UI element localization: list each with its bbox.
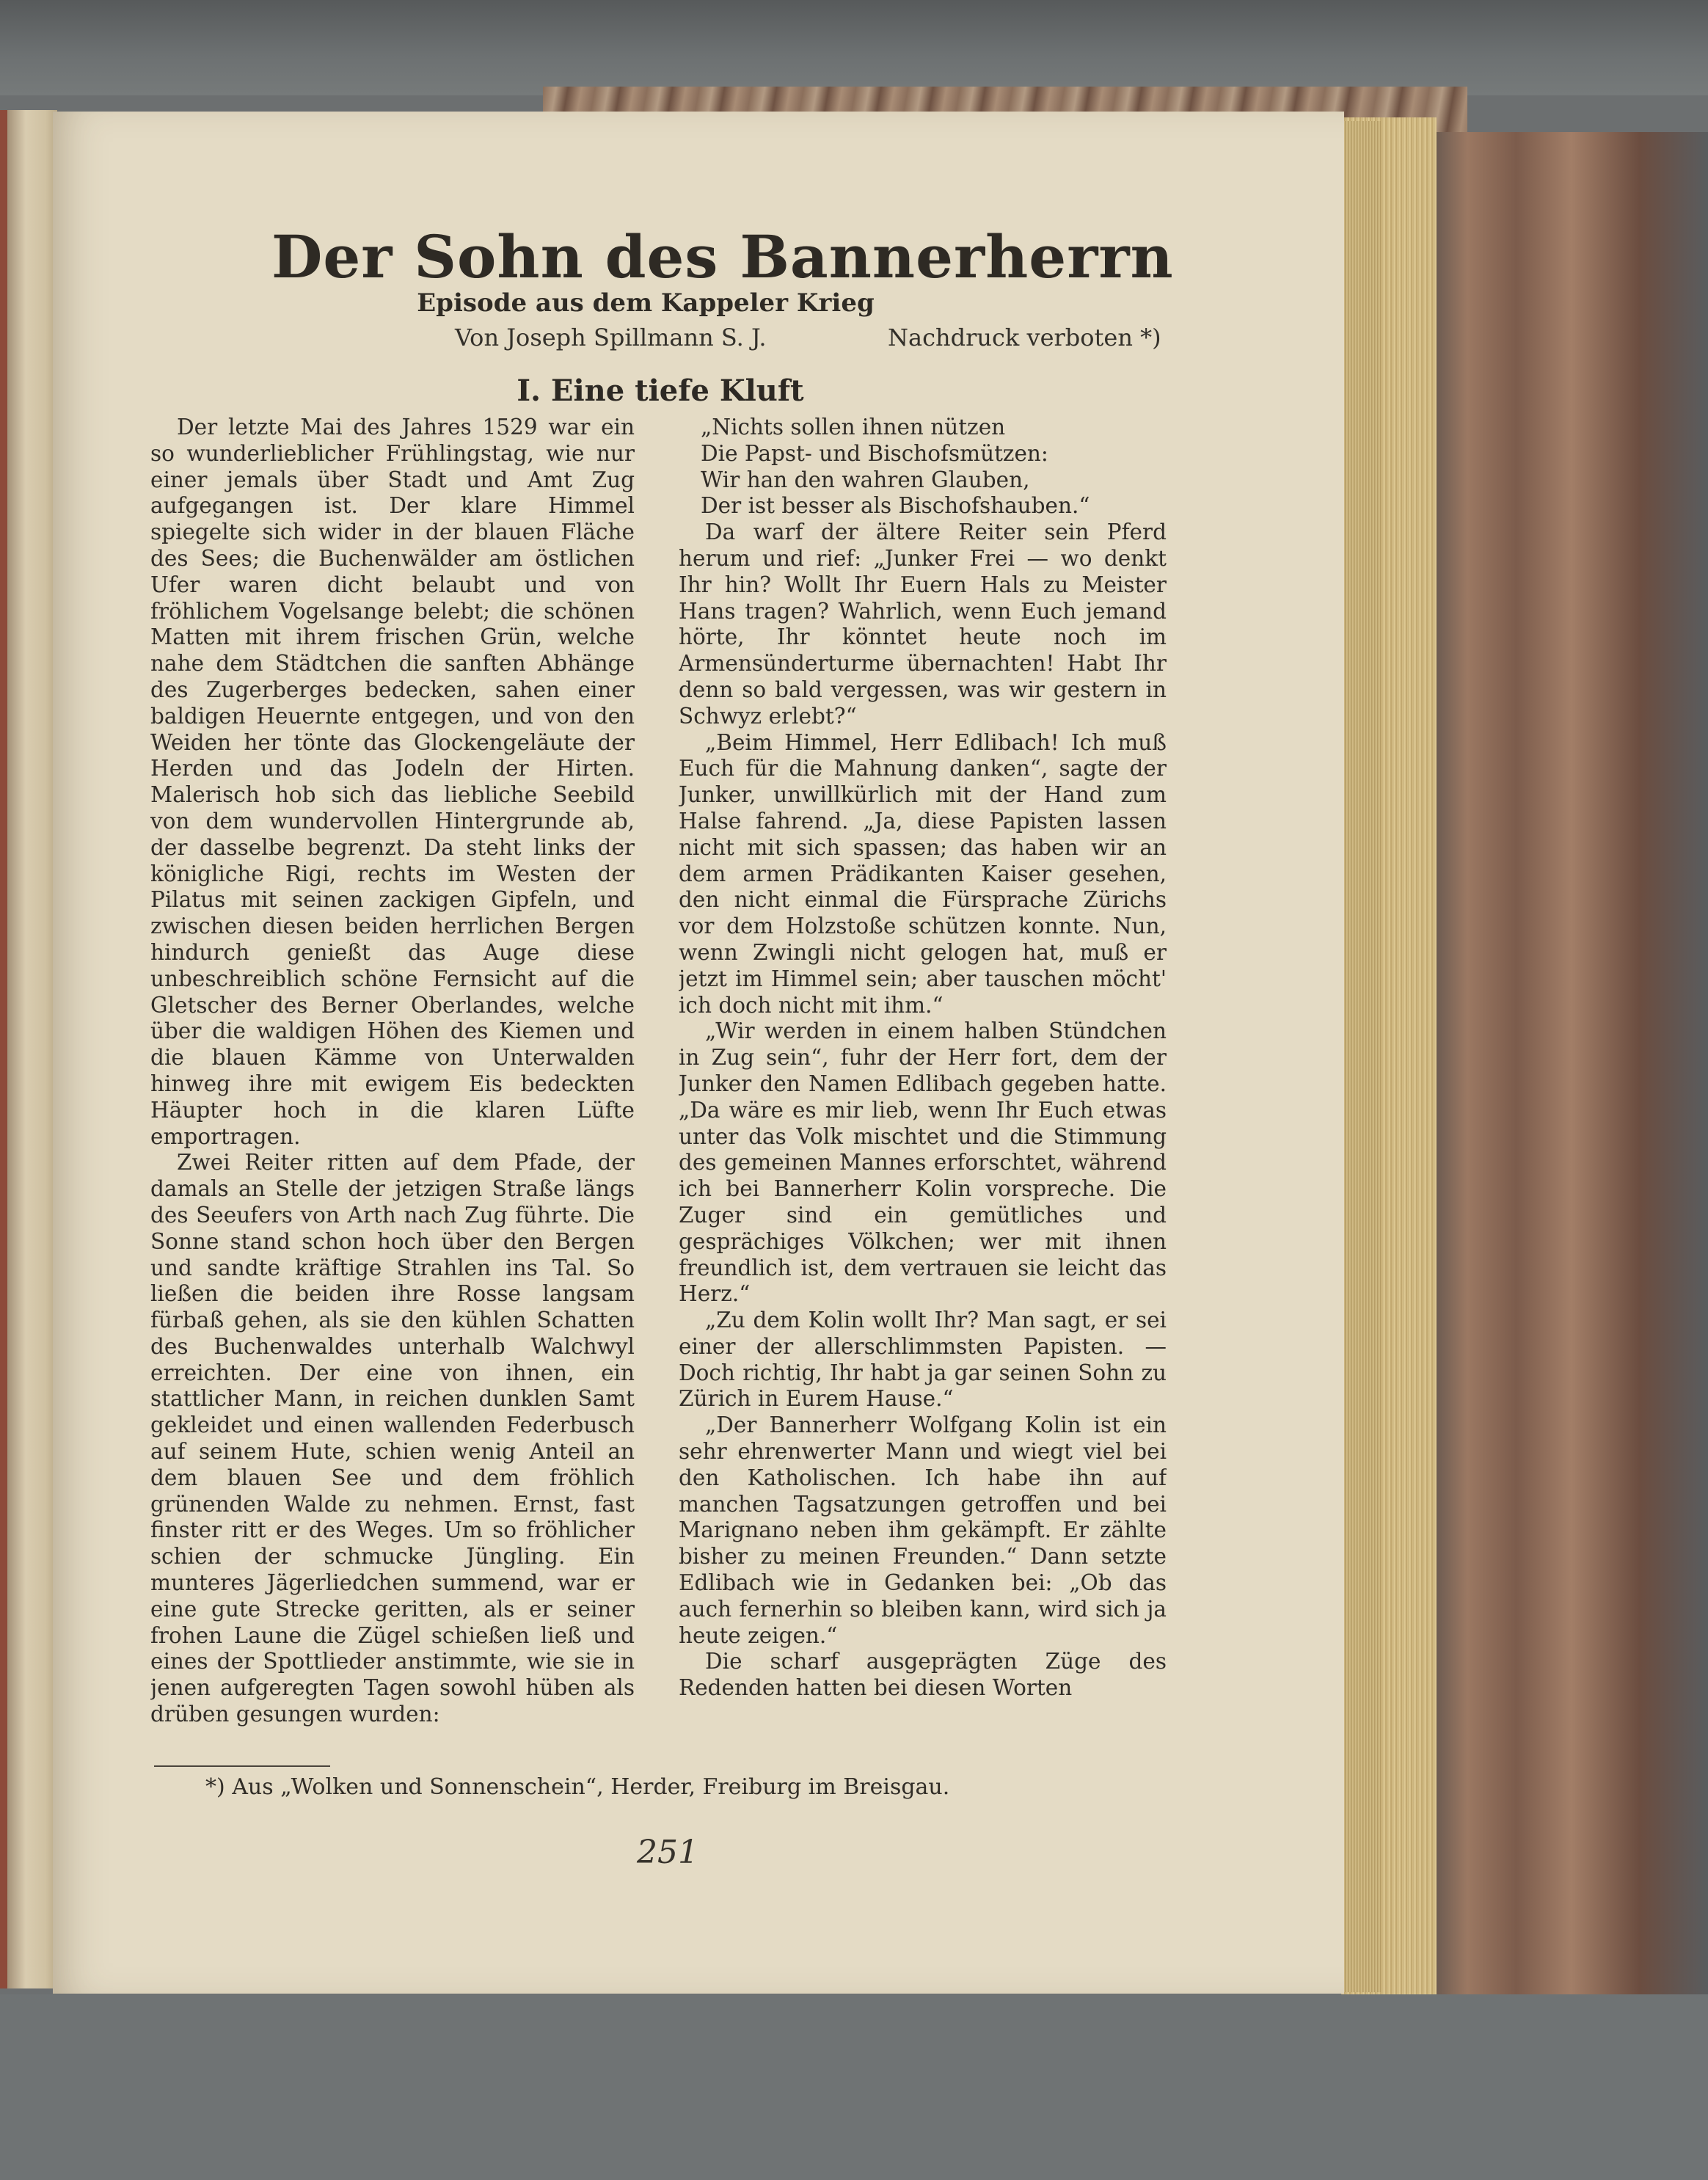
book-cover-top — [0, 0, 1708, 95]
footnote-rule — [154, 1765, 330, 1767]
paragraph: „Beim Himmel, Herr Edlibach! Ich muß Euch für die Mahnung danken“, sagte der Junker, unwillkürlich mit der Hand zum Halse fahrend. „Ja, diese Papisten lassen nicht mit sich spassen; das haben wir an dem armen Prädikanten Kaiser gesehen, den nicht einmal die Fürsprache Zürichs vor dem Holzstoße schützen konnte. Nun, wenn Zwingli nicht gelogen hat, muß er jetzt im Himmel sein; aber tauschen möcht' ich doch nicht mit ihm.“ — [679, 729, 1167, 1018]
paragraph: „Wir werden in einem halben Stündchen in Zug sein“, fuhr der Herr fort, dem der Junker den Namen Edlibach gegeben hatte. „Da wäre es mir lieb, wenn Ihr Euch etwas unter das Volk mischtet und die Stimmung des gemeinen Mannes erforschtet, während ich bei Bannerherr Kolin vorspreche. Die Zuger sind ein gemütliches und gesprächiges Völkchen; wer mit ihnen freundlich ist, dem vertrauen sie leicht das Herz.“ — [679, 1018, 1167, 1307]
article-subtitle: Episode aus dem Kappeler Krieg — [417, 288, 875, 318]
verse-line: „Nichts sollen ihnen nützen — [701, 415, 1006, 440]
article-title: Der Sohn des Bannerherrn — [271, 222, 1174, 291]
left-page-edge — [0, 110, 57, 1988]
article-author: Von Joseph Spillmann S. J. — [455, 324, 767, 351]
paragraph: Da warf der ältere Reiter sein Pferd herum und rief: „Junker Frei — wo denkt Ihr hin? Wollt Ihr Euern Hals zu Meister Hans tragen? Wahrlich, wenn Euch jemand hörte, Ihr könntet heute noch im Armensünderturme übernachten! Habt Ihr denn so bald vergessen, was wir gestern in Schwyz erlebt?“ — [679, 520, 1167, 729]
left-cover-edge — [0, 110, 7, 1988]
reprint-notice: Nachdruck verboten *) — [888, 324, 1161, 351]
background-bottom — [0, 1994, 1708, 2180]
paragraph: Der letzte Mai des Jahres 1529 war ein so wunderlieblicher Frühlingstag, wie nur einer jemals über Stadt und Amt Zug aufgegangen ist. Der klare Himmel spiegelte sich wider in der blauen Fläche des Sees; die Buchenwälder am östlichen Ufer waren dicht belaubt und von fröhlichem Vogelsange belebt; die schönen Matten mit ihrem frischen Grün, welche nahe dem Städtchen die sanften Abhänge des Zugerberges bedecken, sahen einer baldigen Heuernte entgegen, und von den Weiden her tönte das Glockengeläute der Herden und das Jodeln der Hirten. Malerisch hob sich das liebliche Seebild von dem wundervollen Hintergrunde ab, der dasselbe begrenzt. Da steht links der königliche Rigi, rechts im Westen der Pilatus mit seinen zackigen Gipfeln, und zwischen diesen beiden herrlichen Bergen hindurch genießt das Auge diese unbeschreiblich schöne Fernsicht auf die Gletscher des Berner Oberlandes, welche über die waldigen Höhen des Kiemen und die blauen Kämme von Unterwalden hinweg ihre mit ewigem Eis bedeckten Häupter hoch in die klaren Lüfte emportragen. — [150, 415, 635, 1149]
footnote: *) Aus „Wolken und Sonnenschein“, Herder, Freiburg im Breisgau. — [205, 1774, 950, 1800]
paragraph: „Zu dem Kolin wollt Ihr? Man sagt, er sei einer der allerschlimmsten Papisten. — Doch richtig, Ihr habt ja gar seinen Sohn zu Zürich in Eurem Hause.“ — [679, 1308, 1167, 1412]
paragraph: Zwei Reiter ritten auf dem Pfade, der damals an Stelle der jetzigen Straße längs des Seeufers von Arth nach Zug führte. Die Sonne stand schon hoch über den Bergen und sandte kräftige Strahlen ins Tal. So ließen die beiden ihre Rosse langsam fürbaß gehen, als sie den kühlen Schatten des Buchenwaldes unterhalb Walchwyl erreichten. Der eine von ihnen, ein stattlicher Mann, in reichen dunklen Samt gekleidet und einen wallenden Federbusch auf seinem Hute, schien wenig Anteil an dem blauen See und dem fröhlich grünenden Walde zu nehmen. Ernst, fast finster ritt er des Weges. Um so fröhlicher schien der schmucke Jüngling. Ein munteres Jägerliedchen summend, war er eine gute Strecke geritten, als er seiner frohen Laune die Zügel schießen ließ und eines der Spottlieder anstimmte, wie sie in jenen aufgeregten Tagen sowohl hüben als drüben gesungen wurden: — [150, 1150, 635, 1727]
book-spine-cover — [1434, 132, 1708, 2011]
verse-block — [679, 415, 1167, 520]
chapter-heading: I. Eine tiefe Kluft — [517, 373, 804, 408]
page-stack-inner — [1340, 121, 1381, 1992]
page-number: 251 — [637, 1834, 698, 1871]
verse-line: Der ist besser als Bischofshauben.“ — [701, 493, 1090, 519]
verse-line: Wir han den wahren Glauben, — [701, 467, 1030, 492]
paragraph: „Der Bannerherr Wolfgang Kolin ist ein sehr ehrenwerter Mann und wiegt viel bei den Katholischen. Ich habe ihn auf manchen Tagsatzungen getroffen und bei Marignano neben ihm gekämpft. Er zählte bisher zu meinen Freunden.“ Dann setzte Edlibach wie in Gedanken bei: „Ob das auch fernerhin so bleiben kann, wird sich ja heute zeigen.“ — [679, 1412, 1167, 1648]
paragraph: Die scharf ausgeprägten Züge des Redenden hatten bei diesen Worten — [679, 1649, 1167, 1701]
text-column-left — [150, 415, 635, 1765]
verse-line: Die Papst- und Bischofsmützen: — [701, 440, 1048, 466]
text-column-right — [679, 415, 1167, 1765]
